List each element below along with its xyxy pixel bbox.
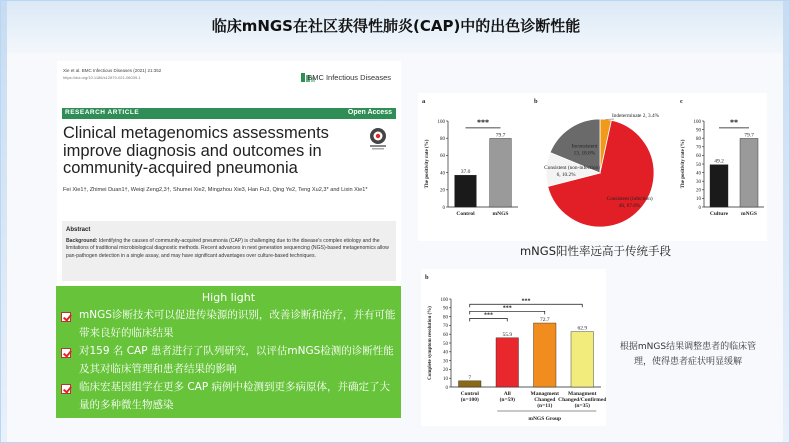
y-tick-label: 0 <box>698 205 701 211</box>
x-tick-label: All <box>503 391 511 397</box>
highlight-item-text: mNGS诊断技术可以促进传染源的识别，改善诊断和治疗，并有可能带来良好的临床结果 <box>79 309 396 339</box>
y-tick-label: 100 <box>693 119 701 125</box>
bar-value-label: 72.7 <box>539 317 550 324</box>
y-tick-label: 70 <box>696 145 701 151</box>
bar-value-label: 49.2 <box>714 158 724 165</box>
bar <box>740 138 758 207</box>
bar <box>490 138 512 207</box>
y-tick-label: 0 <box>445 385 448 391</box>
x-tick-label: mNGS <box>741 211 757 217</box>
significance-label: *** <box>521 298 531 305</box>
y-tick-label: 30 <box>696 180 701 185</box>
y-axis-label: Complete symptom resolution (%) <box>428 306 433 380</box>
y-tick-label: 100 <box>440 297 448 303</box>
paper-doi: https://doi.org/10.1186/s12879-021-06039-1 <box>63 75 141 80</box>
y-tick-label: 60 <box>440 154 445 160</box>
y-tick-label: 100 <box>437 119 445 125</box>
open-access-label: Open Access <box>347 109 392 116</box>
chart-c <box>676 93 767 241</box>
bar-value-label: 62.9 <box>577 325 588 332</box>
y-tick-label: 60 <box>696 154 701 160</box>
x-tick-label: (n=59) <box>499 397 515 403</box>
chart-a <box>418 93 528 241</box>
abstract-body: Identifying the causes of community-acquired pneumonia (CAP) is challenging due to the disease's complex etiology and the limitations of traditional microbiological diagnostic methods. Recent advances in next generation sequencing (NGS)-based metagenomics allow pan-pathogen detection in a single assay, and may have significant advantages over culture-based techniques. <box>66 238 389 259</box>
abstract-text <box>66 238 392 260</box>
check-for-updates-icon <box>367 127 389 151</box>
y-tick-label: 40 <box>696 171 701 177</box>
highlight-item <box>79 306 397 342</box>
y-axis-label: The positivity rate (%) <box>681 139 686 189</box>
slice-value-label: 13, 18.8% <box>573 150 596 157</box>
symptom-chart <box>421 269 606 426</box>
y-tick-label: 10 <box>696 197 701 203</box>
y-tick-label: 20 <box>696 188 701 194</box>
x-tick-label: Changed/Confirmed <box>558 397 606 403</box>
significance-label: *** <box>484 312 493 319</box>
significance-bracket <box>470 318 508 321</box>
x-tick-label: Changed <box>534 397 556 403</box>
paper-authors: Fei Xie1†, Zhimei Duan1†, Weiqi Zeng2,3†, Shumei Xie2, Mingzhou Xie3, Han Fu3, Qing Ye2, Teng Xu2,3* and Lixin Xie1* <box>63 187 368 193</box>
panel-label: a <box>422 98 426 105</box>
bar <box>571 332 594 387</box>
panel-label: b <box>534 98 538 105</box>
x-tick-label: (n=11) <box>537 403 553 409</box>
x-tick-label: (n=100) <box>460 397 479 403</box>
y-tick-label: 70 <box>443 324 448 330</box>
bar <box>496 338 519 387</box>
x-tick-label: mNGS <box>492 211 509 217</box>
abstract-label: Background: <box>66 238 98 244</box>
significance-bracket <box>470 304 583 307</box>
y-tick-label: 40 <box>443 350 448 356</box>
y-tick-label: 20 <box>440 188 445 194</box>
highlight-item <box>79 342 397 378</box>
y-tick-label: 50 <box>696 162 701 168</box>
bar-value-label: 79.7 <box>495 132 506 139</box>
symptom-chart-panel <box>421 269 606 426</box>
y-tick-label: 50 <box>443 341 448 347</box>
bar-value-label: 37.0 <box>460 169 471 176</box>
bar <box>455 175 477 207</box>
significance-bracket <box>470 311 545 314</box>
y-tick-label: 90 <box>696 128 701 134</box>
significance-label: ** <box>730 117 738 127</box>
paper-journal: BMC Infectious Diseases <box>307 73 391 82</box>
slice-value-label: 6, 10.2% <box>556 172 576 179</box>
slide-title: 临床mNGS在社区获得性肺炎(CAP)中的出色诊断性能 <box>211 17 581 35</box>
x-axis-label: mNGS Group <box>528 416 562 422</box>
significance-label: *** <box>502 305 512 312</box>
highlight-item <box>79 378 397 414</box>
highlight-item-text: 对159 名 CAP 患者进行了队列研究，以评估mNGS检测的诊断性能及其对临床管理和患者结果的影响 <box>79 345 394 375</box>
slice-label: Inconsistent <box>571 143 598 150</box>
article-type: RESEARCH ARTICLE <box>65 109 140 116</box>
abstract-heading: Abstract <box>66 227 91 233</box>
y-tick-label: 0 <box>442 205 445 211</box>
panel-label: c <box>680 98 683 105</box>
checkbox-check-icon <box>61 384 71 394</box>
slice-label: Consistent (non-infection) <box>544 165 600 172</box>
y-tick-label: 10 <box>443 377 448 382</box>
highlight-item-text: 临床宏基因组学在更多 CAP 病例中检测到更多病原体，并确定了大量的多种微生物感染 <box>79 381 391 411</box>
y-tick-label: 20 <box>443 368 448 374</box>
subtitle: mNGS阳性率远高于传统手段 <box>519 244 671 258</box>
significance-label: *** <box>477 117 489 127</box>
bar <box>710 165 728 207</box>
slice-value-label: 46, 67.6% <box>618 202 641 209</box>
side-note: 根据mNGS结果调整患者的临床管理，使得患者症状明显缓解 <box>619 342 757 367</box>
right-stripe <box>783 1 789 443</box>
bar <box>459 381 482 387</box>
x-tick-label: (n=35) <box>574 403 590 409</box>
paper-citation: Xie et al. BMC Infectious Diseases (2021) 21:352 <box>63 68 162 73</box>
y-tick-label: 60 <box>443 333 448 338</box>
y-tick-label: 90 <box>443 306 448 312</box>
x-tick-label: Managment <box>568 391 597 397</box>
y-axis-label: The positivity rate (%) <box>425 139 430 189</box>
chart-b-pie <box>530 93 680 241</box>
paper-title: Clinical metagenomics assessments improve diagnosis and outcomes in community-acquired pneumonia <box>63 124 329 177</box>
slice-label: Consistent (infection) <box>606 195 653 202</box>
x-tick-label: Managment <box>530 391 559 397</box>
bar <box>534 323 557 387</box>
y-tick-label: 30 <box>443 359 448 365</box>
y-tick-label: 80 <box>443 315 448 321</box>
slice-value-label: Indeterminate 2, 3.4% <box>612 113 660 119</box>
charts-panel <box>418 93 767 241</box>
y-tick-label: 40 <box>440 171 445 177</box>
highlight-title: High light <box>201 291 256 304</box>
y-tick-label: 80 <box>440 137 445 142</box>
checkbox-check-icon <box>61 312 71 322</box>
bar-value-label: 7 <box>468 374 472 381</box>
bar-value-label: 79.7 <box>744 132 754 139</box>
x-tick-label: Control <box>456 211 475 217</box>
x-tick-label: Culture <box>709 211 729 217</box>
left-stripe <box>1 1 7 443</box>
checkbox-check-icon <box>61 348 71 358</box>
bar-value-label: 55.9 <box>502 331 513 338</box>
panel-label: b <box>425 274 429 281</box>
y-tick-label: 80 <box>696 137 701 142</box>
x-tick-label: Control <box>460 391 479 397</box>
